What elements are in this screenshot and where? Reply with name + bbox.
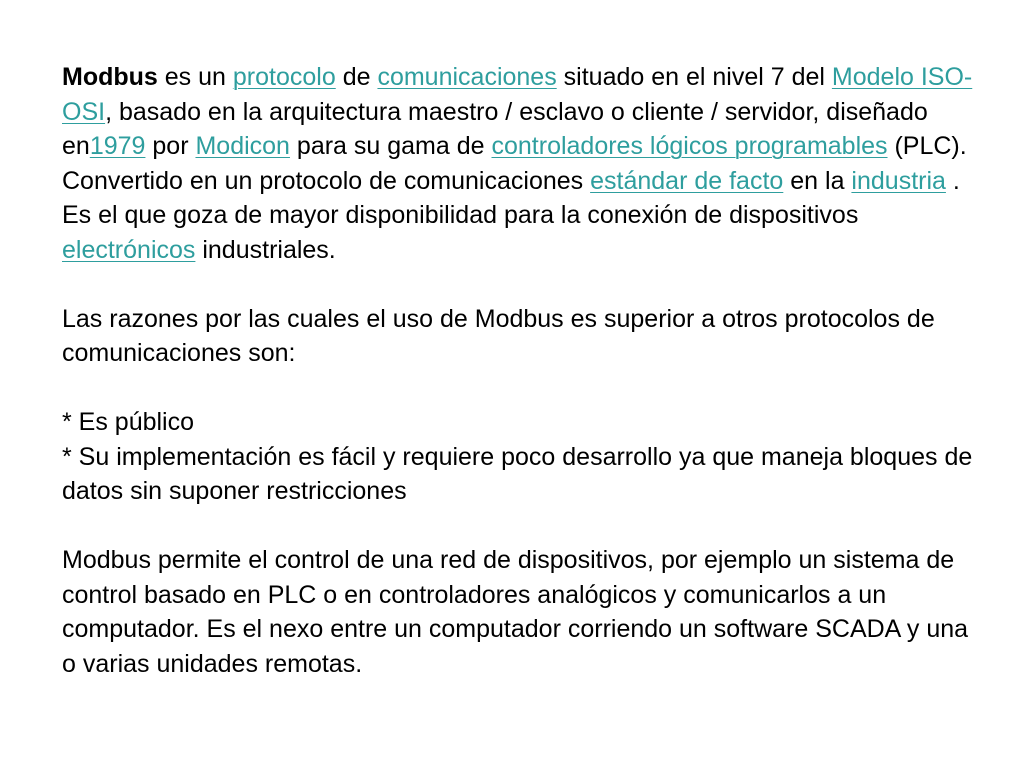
link-modicon[interactable]: Modicon	[195, 132, 290, 160]
availability-paragraph	[62, 198, 982, 267]
link-electronicos[interactable]: electrónicos	[62, 235, 196, 264]
reason-item: * Es público	[62, 408, 195, 436]
reason-item: * Su implementación es fácil y requiere poco desarrollo ya que maneja bloques de datos sin suponer restricciones	[62, 442, 973, 505]
link-protocolo[interactable]: protocolo	[232, 63, 336, 91]
link-estandar-de-facto[interactable]: estándar de facto	[590, 166, 784, 195]
availability-text-1: Es el que goza de mayor disponibilidad para la conexión de dispositivos	[62, 201, 859, 229]
intro-text-4: , basado en la arquitectura maestro / esclavo o cliente / servidor, diseñado en	[62, 97, 928, 160]
link-industria[interactable]: industria	[851, 166, 946, 195]
slide-content	[62, 60, 982, 681]
intro-text-5: por	[145, 132, 196, 160]
spacer	[62, 371, 982, 406]
intro-text-1: es un	[157, 63, 233, 91]
intro-text-9: .	[945, 166, 960, 195]
intro-text-6: para su gama de	[289, 132, 492, 160]
link-modelo-iso-osi[interactable]: Modelo ISO- OSI	[62, 63, 973, 126]
spacer	[62, 509, 982, 544]
spacer	[62, 267, 982, 302]
closing-paragraph: Modbus permite el control de una red de dispositivos, por ejemplo un sistema de control basado en PLC o en controladores analógicos y comunicarlos a un computador. Es el nexo entre un computador corriendo un software SCADA y una o varias unidades remotas.	[62, 546, 969, 678]
intro-text-3: situado en el nivel 7 del	[556, 63, 832, 91]
availability-text-2: industriales.	[195, 235, 336, 264]
link-1979[interactable]: 1979	[89, 132, 146, 160]
link-comunicaciones[interactable]: comunicaciones	[377, 63, 557, 91]
reasons-intro: Las razones por las cuales el uso de Modbus es superior a otros protocolos de comunicaciones son:	[62, 304, 935, 367]
modbus-term: Modbus	[62, 63, 158, 91]
link-controladores-logicos[interactable]: controladores lógicos programables	[491, 132, 888, 160]
intro-text-2: de	[335, 63, 378, 91]
intro-text-7: (PLC). Convertido en un protocolo de comunicaciones	[62, 132, 967, 195]
intro-text-8: en la	[783, 166, 852, 195]
intro-paragraph	[62, 60, 982, 198]
